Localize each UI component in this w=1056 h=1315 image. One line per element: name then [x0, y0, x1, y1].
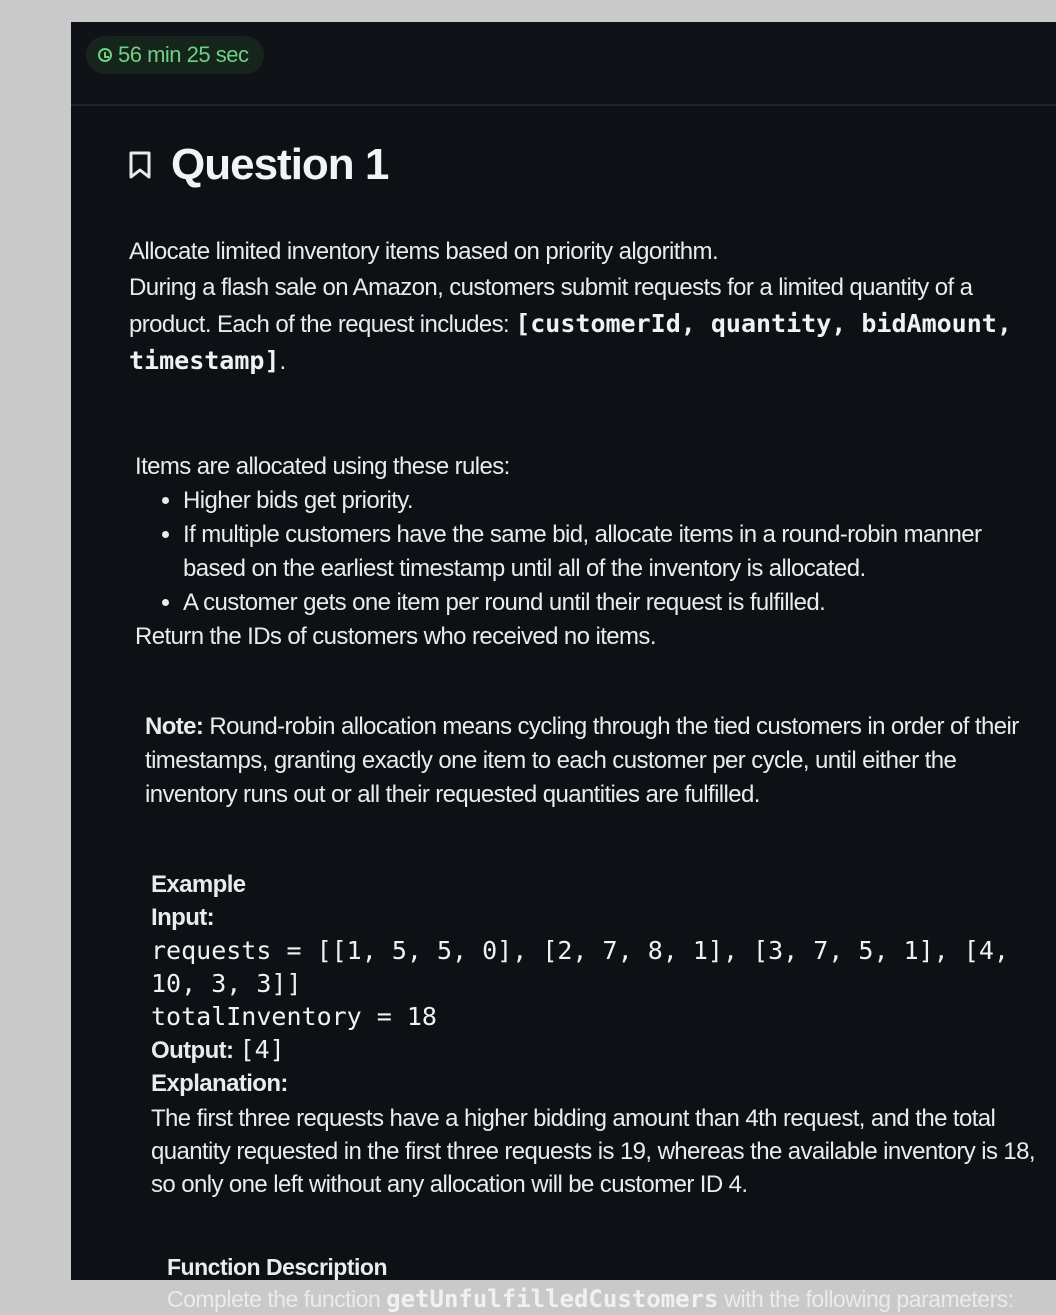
example-heading: Example	[151, 871, 246, 898]
function-description-heading: Function Description	[167, 1254, 387, 1280]
rule-item: • A customer gets one item per round until their request is fulfilled.	[183, 586, 1039, 620]
function-description-text	[167, 1283, 1039, 1315]
allocation-rules	[129, 450, 1039, 654]
problem-statement	[129, 234, 1039, 380]
request-format-code: [customerId, quantity, bidAmount, timestamp]	[129, 309, 1012, 375]
note-text: Round-robin allocation means cycling through the tied customers in order of their timestamps, granting exactly one item to each customer per cycle, until either the inventory runs out or all their requested quantities are fulfilled.	[145, 713, 1019, 808]
output-value: [4]	[239, 1035, 285, 1064]
question-panel	[129, 132, 1039, 1315]
assessment-screen	[71, 22, 1056, 1313]
intro-line-2	[129, 270, 1039, 380]
intro-line-1: Allocate limited inventory items based on priority algorithm.	[129, 238, 719, 265]
question-title-row	[129, 140, 1039, 190]
rules-list	[135, 484, 1039, 620]
timer-badge	[86, 36, 264, 74]
intro-period: .	[279, 348, 286, 375]
header-divider	[71, 104, 1056, 106]
explanation-text: The first three requests have a higher bidding amount than 4th request, and the total quantity requested in the first three requests is 19, whereas the available inventory is 18, so only one left without any allocation will be customer ID 4.	[151, 1105, 1036, 1198]
return-text: Return the IDs of customers who received no items.	[135, 623, 656, 650]
note-block	[129, 710, 1039, 812]
top-bar	[71, 22, 1056, 104]
rules-heading: Items are allocated using these rules:	[135, 453, 510, 480]
rule-item: • If multiple customers have the same bid, allocate items in a round-robin manner based on the earliest timestamp until all of the inventory is allocated.	[183, 518, 1039, 586]
input-label: Input:	[151, 904, 215, 931]
func-text-before: Complete the function	[167, 1286, 387, 1312]
output-line	[151, 1033, 1039, 1067]
clock-icon	[98, 48, 112, 62]
function-description	[129, 1251, 1039, 1315]
note-paragraph	[145, 710, 1039, 812]
intro-text: During a flash sale on Amazon, customers submit requests for a limited quantity of a product. Each of the request includes:	[129, 274, 973, 338]
timer-label: 56 min 25 sec	[118, 42, 249, 67]
bookmark-icon[interactable]	[129, 151, 151, 179]
requests-code: requests = [[1, 5, 5, 0], [2, 7, 8, 1], [3, 7, 5, 1], [4, 10, 3, 3]]	[151, 936, 1009, 998]
example-block	[129, 868, 1039, 1201]
func-text-after: with the following parameters:	[718, 1286, 1014, 1312]
inventory-code: totalInventory = 18	[151, 1002, 437, 1031]
question-title: Question 1	[171, 140, 389, 189]
rule-item: • Higher bids get priority.	[183, 484, 1039, 518]
explanation-label: Explanation:	[151, 1070, 288, 1097]
function-name-code: getUnfulfilledCustomers	[386, 1285, 719, 1313]
output-label: Output:	[151, 1037, 234, 1064]
note-label: Note:	[145, 713, 204, 740]
